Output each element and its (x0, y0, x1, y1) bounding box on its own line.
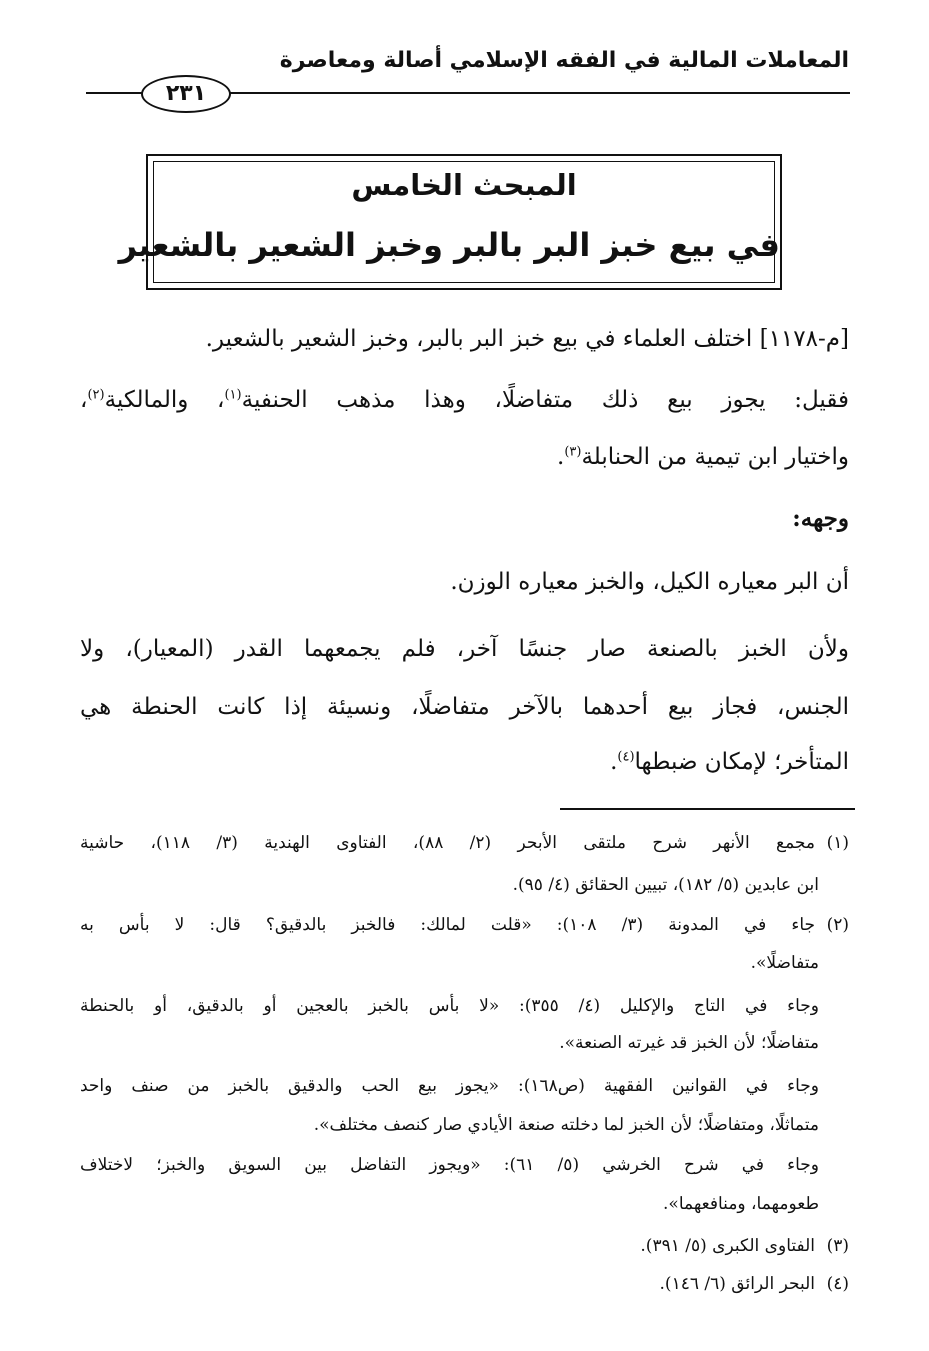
footnote-text: البحر الرائق (٦/ ١٤٦). (659, 1274, 815, 1294)
footnote-ref-2[interactable]: (٢) (87, 387, 105, 403)
footnote-2-line5: وجاء في القوانين الفقهية (ص١٦٨): «يجوز بيع الحب والدقيق بالخبز من صنف واحد (80, 1076, 819, 1096)
footnote-1-line2: ابن عابدين (٥/ ١٨٢)، تبيين الحقائق (٤/ ٩٥). (512, 875, 819, 895)
footnote-ref-1[interactable]: (١) (224, 387, 242, 403)
running-header-title: المعاملات المالية في الفقه الإسلامي أصالة ومعاصرة (279, 48, 849, 73)
footnote-1-line1 (80, 830, 849, 856)
page-number: ٢٣١ (141, 75, 231, 113)
paragraph-reason-2-line1: ولأن الخبز بالصنعة صار جنسًا آخر، فلم يجمعهما القدر (المعيار)، ولا (80, 636, 849, 662)
footnote-ref-3[interactable]: (٣) (564, 444, 582, 460)
footnote-2-line2: متفاضلًا». (750, 953, 819, 973)
paragraph-reason-2-line2: الجنس، فجاز بيع أحدهما بالآخر متفاضلًا، ونسيئة إذا كانت الحنطة هي (80, 694, 849, 720)
paragraph-reason-1: أن البر معياره الكيل، والخبز معياره الوزن. (450, 569, 849, 595)
text: . (610, 749, 618, 775)
footnote-4 (660, 1271, 849, 1297)
footnote-text: جاء في المدونة (٣/ ١٠٨): «قلت لمالك: فالخبز بالدقيق؟ قال: لا بأس به (80, 915, 816, 935)
footnote-2-line6: متماثلًا، ومتفاضلًا؛ لأن الخبز لما دخلته صنعة الأيادي صار كنصف مختلف». (313, 1115, 819, 1135)
footnote-text: مجمع الأنهر شرح ملتقى الأبحر (٢/ ٨٨)، الفتاوى الهندية (٣/ ١١٨)، حاشية (80, 833, 815, 853)
footnote-2-line7: وجاء في شرح الخرشي (٥/ ٦١): «ويجوز التفاضل بين السويق والخبز؛ لاختلاف (80, 1155, 820, 1175)
paragraph-opinion-line2 (557, 440, 849, 474)
section-title-box (118, 154, 782, 290)
subheading-wajhuhu: وجهه: (792, 505, 849, 532)
section-subheading: في بيع خبز البر بالبر وخبز الشعير بالشعير (118, 226, 780, 264)
footnote-2-line3: وجاء في التاج والإكليل (٤/ ٣٥٥): «لا بأس بالخبز بالعجين أو بالدقيق، أو بالحنطة (80, 996, 819, 1016)
footnote-2-line4: متفاضلًا؛ لأن الخبز قد غيرته الصنعة». (559, 1033, 819, 1053)
paragraph-opinion-line1 (80, 383, 849, 417)
text: فقيل: يجوز بيع ذلك متفاضلًا، وهذا مذهب الحنفية (241, 387, 849, 413)
footnote-number: (١) (826, 833, 849, 853)
footnote-ref-4[interactable]: (٤) (617, 749, 635, 765)
paragraph-reason-2-line3 (610, 745, 849, 779)
footnote-2-line8: طعومهما، ومنافعهما». (663, 1194, 819, 1214)
text: ، والمالكية (104, 387, 225, 413)
footnote-2-line1 (80, 912, 849, 938)
footnote-3 (640, 1233, 849, 1259)
text: المتأخر؛ لإمكان ضبطها (634, 749, 849, 775)
footnote-text: الفتاوى الكبرى (٥/ ٣٩١). (640, 1236, 815, 1256)
footnote-separator (560, 808, 855, 810)
paragraph-issue: [م-١١٧٨] اختلف العلماء في بيع خبز البر بالبر، وخبز الشعير بالشعير. (205, 326, 849, 352)
footnote-number: (٣) (826, 1236, 849, 1256)
text: . (557, 444, 565, 470)
section-heading: المبحث الخامس (351, 168, 577, 202)
text: واختيار ابن تيمية من الحنابلة (581, 444, 849, 470)
footnote-number: (٤) (826, 1274, 849, 1294)
text: ، (80, 387, 88, 413)
footnote-number: (٢) (826, 915, 850, 935)
